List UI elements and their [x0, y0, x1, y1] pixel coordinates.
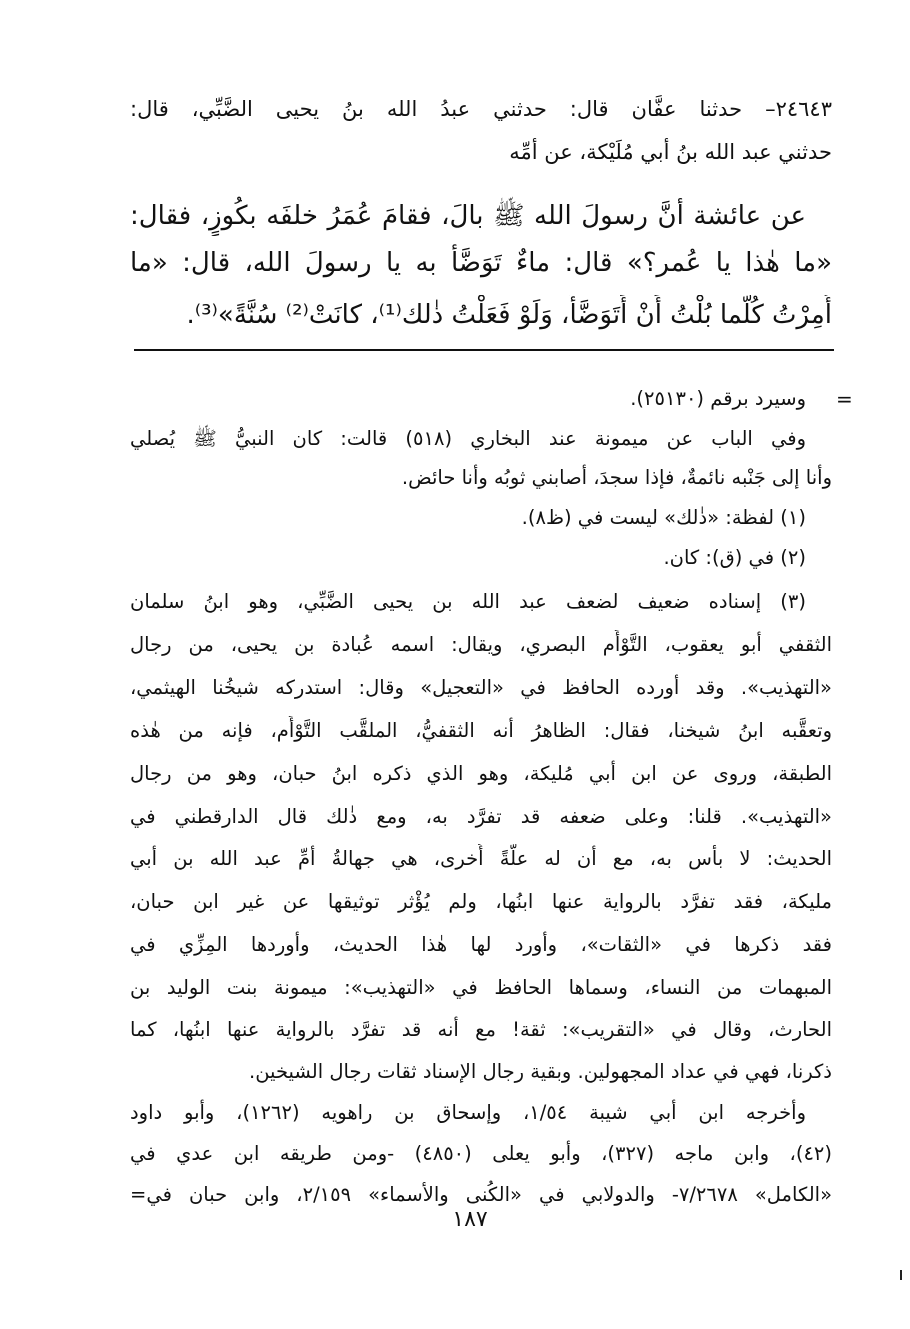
footnote-line: وفي الباب عن ميمونة عند البخاري (٥١٨) قالت: كان النبيُّ ﷺ يُصلي	[130, 427, 806, 450]
footnote-line: الحارث، وقال في «التقريب»: ثقة! مع أنه قد تفرَّد بالرواية عنها ابنُها، كما	[130, 1018, 832, 1041]
hadith-matn-line-1: عن عائشة أنَّ رسولَ الله ﷺ بالَ، فقامَ عُمَرُ خلفَه بكُوزٍ، فقال:	[130, 201, 806, 231]
footnote-line: الثقفي أبو يعقوب، التَّوْأَم البصري، ويقال: اسمه عُبادة بن يحيى، من رجال	[130, 633, 832, 656]
footnote-1: (١) لفظة: «ذٰلك» ليست في (ظ٨).	[521, 506, 806, 529]
footnote-separator-rule	[134, 349, 834, 351]
footnote-line: المبهمات من النساء، وسماها الحافظ في «التهذيب»: ميمونة بنت الوليد بن	[130, 976, 832, 999]
footnote-line: وسيرد برقم (٢٥١٣٠).	[630, 387, 806, 410]
footnote-line: (٤٢)، وابن ماجه (٣٢٧)، وأبو يعلى (٤٨٥٠) -ومن طريقه ابن عدي في	[130, 1142, 832, 1165]
hadith-matn-line-3: أُمِرْتُ كُلَّما بُلْتُ أَنْ أَتَوَضَّأَ، وَلَوْ فَعَلْتُ ذٰلك⁽¹⁾، كانَتْ⁽²⁾ سُنَّةً»⁽³⁾.	[186, 300, 832, 330]
footnote-line: «الكامل» ٧/٢٦٧٨- والدولابي في «الكُنى والأسماء» ٢/١٥٩، وابن حبان في=	[130, 1183, 832, 1206]
hadith-isnad-line-2: حدثني عبد الله بنُ أبي مُلَيْكة، عن أمِّه	[509, 140, 832, 164]
footnote-line: «التهذيب». قلنا: وعلى ضعفه قد تفرَّد به، ومع ذٰلك قال الدارقطني في	[130, 805, 832, 828]
continuation-marker: =	[836, 387, 853, 411]
scan-speck	[900, 1270, 902, 1280]
footnote-line: وأخرجه ابن أبي شيبة ١/٥٤، وإسحاق بن راهويه (١٢٦٢)، وأبو داود	[130, 1101, 806, 1124]
footnote-line: وتعقَّبه ابنُ شيخنا، فقال: الظاهرُ أنه الثقفيُّ، الملقَّب التَّوْأَم، فإنه من هٰذه	[130, 719, 832, 742]
hadith-matn-line-2: «ما هٰذا يا عُمر؟» قال: ماءٌ تَوَضَّأُ به يا رسولَ الله، قال: «ما	[130, 248, 832, 278]
footnote-line: مليكة، فقد تفرَّد بالرواية عنها ابنُها، ولم يُؤْثر توثيقها عن غير ابن حبان،	[130, 890, 832, 913]
footnote-line: ذكرنا، فهي في عداد المجهولين. وبقية رجال الإسناد ثقات رجال الشيخين.	[249, 1060, 832, 1083]
footnote-line: وأنا إلى جَنْبه نائمةٌ، فإذا سجدَ، أصابني ثوبُه وأنا حائض.	[401, 466, 832, 489]
page-number: ١٨٧	[452, 1207, 488, 1232]
footnote-3: (٣) إسناده ضعيف لضعف عبد الله بن يحيى الضَّبِّي، وهو ابنُ سلمان	[130, 590, 806, 613]
hadith-isnad-line-1: ٢٤٦٤٣– حدثنا عفَّان قال: حدثني عبدُ الله بنُ يحيى الضَّبِّي، قال:	[130, 97, 832, 121]
footnote-2: (٢) في (ق): كان.	[663, 546, 806, 569]
footnote-line: فقد ذكرها في «الثقات»، وأورد لها هٰذا الحديث، وأوردها المِزِّي في	[130, 933, 832, 956]
footnote-line: الطبقة، وروى عن ابن أبي مُليكة، وهو الذي ذكره ابنُ حبان، وهو من رجال	[130, 762, 832, 785]
footnote-line: الحديث: لا بأس به، مع أن له علَّةً أُخرى، هي جهالةُ أمِّ عبد الله بن أبي	[130, 847, 832, 870]
footnote-line: «التهذيب». وقد أورده الحافظ في «التعجيل» وقال: استدركه شيخُنا الهيثمي،	[130, 676, 832, 699]
